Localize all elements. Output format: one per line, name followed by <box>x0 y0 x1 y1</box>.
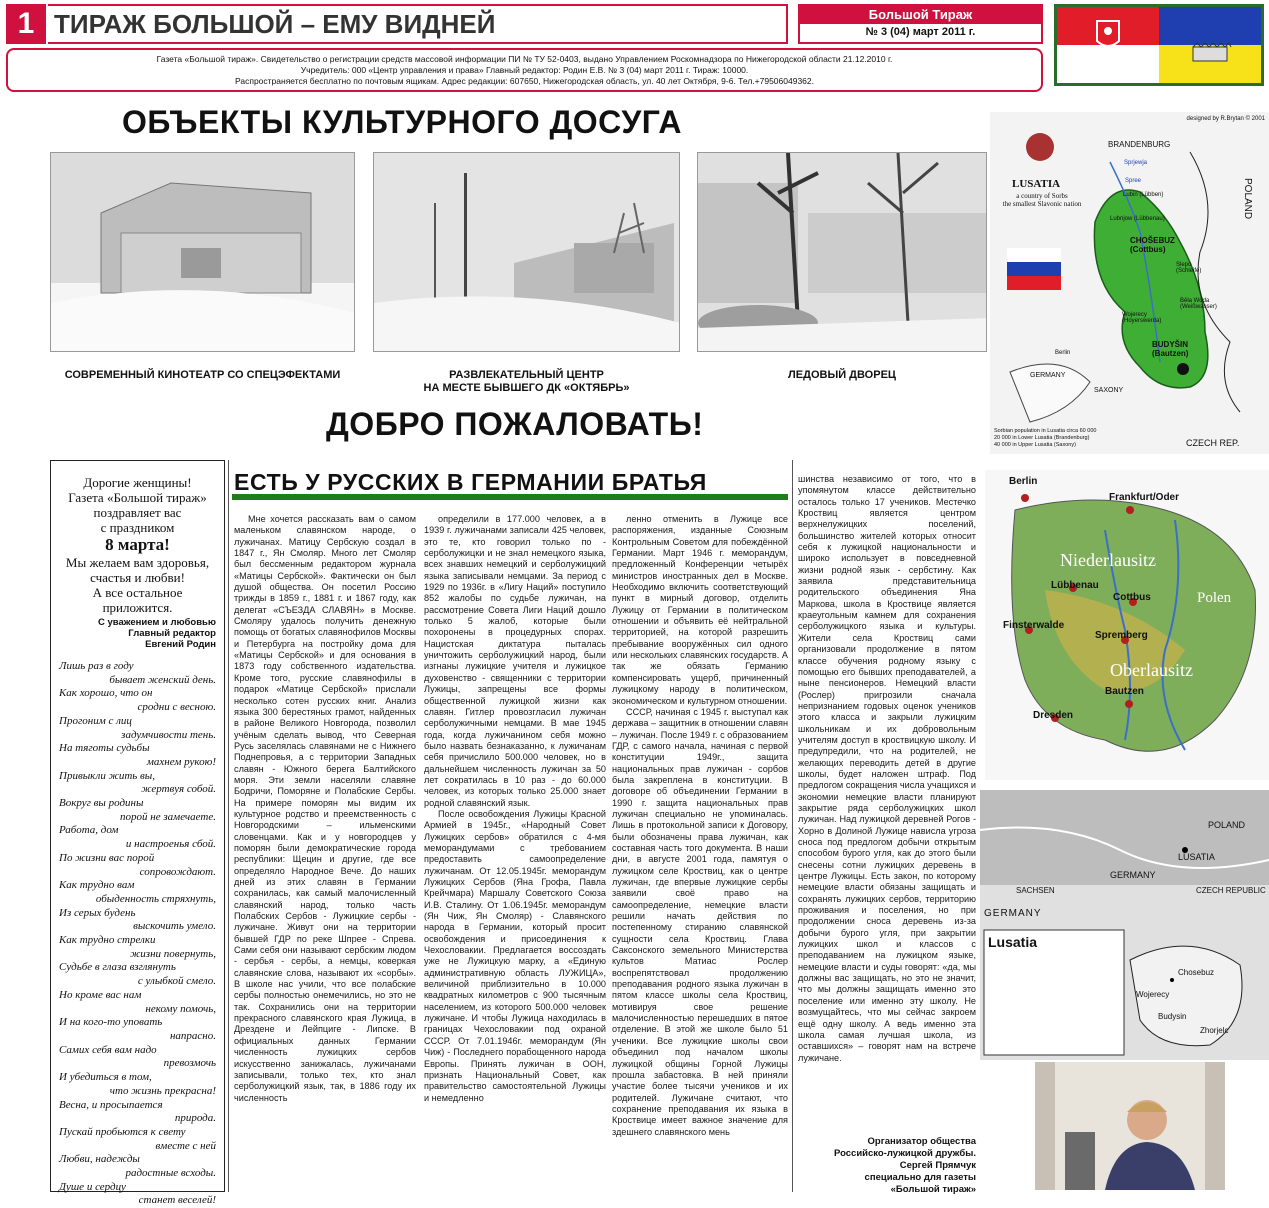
poem-line: Пускай пробьются к свету <box>59 1125 186 1138</box>
poem-line: и настроенья сбой. <box>125 838 216 851</box>
region-label: Niederlausitz <box>1060 550 1156 570</box>
article-paragraph: шинства независимо от того, что в упомянутом классе действительно осталось только 17 учеников. Местечко Кроствиц является центром верхнелужицких поселений, большинство жителей которых относит себя к лужицкой национальности и широко использует в повседневной жизни родной язык - сербстину. Как заявила представительница родительского объединения Яна Маркова, школа в Кроствице является краеугольным камнем для сохранения серболужицкого языка и культуры. Жители села Кроствиц сами организовали продолжение в пятом классе обучения родному языку с помощью его бывших преподавателей, а ныне пенсионеров. Немецкий власти (Рослер) пригрозили сначала непризнанием годовых оценок учеников этого класса и закрыли лужицким школьникам и их добровольным учителям доступ в кроствицкую школу. И предупредили, что на родителей, не желающих переводить детей в другие школы, будет наложен штраф. Под предлогом сокращения числа учащихся и экономии немецкие власти планируют закрытие ряда серболужицких школ лужичан. Над лужицкой деревней Рогов - Хорно в Долиной Лужице нависла угроза сноса под предлогом добычи открытым способом бурого угля, как до этого были снесены сотни лужицких деревень в центре Лужицы. Есть закон, по которому немецкие власти обязаны защищать и сохранять лужицких сербов, территорию проживания и поселения, но при продолжении сноса деревень из-за добычи бурого угля, при закрытии лужицких школ и классов с преподаванием на лужицком языке, немецкие власти и суды говорят: «да, мы должны вас защищать, но это не значит, что мы должны защищать именно это поселение или именно эту школу. Не возмущайтесь, что мы сейчас закроем ещё одну школу. А ведь именно эта школа самая лучшая школа, из оставшихся» – говорят нам на встрече лужичане. <box>798 474 976 1063</box>
map-label: Chosebuz <box>1178 968 1215 977</box>
city-label: Lubnjow (Lübbenau) <box>1110 216 1165 222</box>
poem-line: Душе и сердцу <box>59 1180 126 1193</box>
article-column-3 <box>612 514 788 1190</box>
article-column-4 <box>798 474 976 1134</box>
poem-line: Судьбе в глаза взглянуть <box>59 961 176 974</box>
poem-line: напрасно. <box>169 1029 216 1042</box>
greeting-line: с праздником <box>100 520 175 535</box>
poem-line: Из серых будень <box>59 906 136 919</box>
article-paragraph: Мне хочется рассказать вам о самом маленьком славянском народе, о лужичанах. Матицу Сербскую создал в 1847 г., Ян Смоляр. Много лет Смоляр был бессменным редактором журнала «Матицы Сербской». Фактически он был душой общества. Он посетил Россию трижды в 1859 г., 1881 г. и 1867 году, как делегат «СЪЕЗДА СЛАВЯН» в Москве. Смоляру удалось получить денежную помощь от богатых славянофилов Москвы и Петербурга на постройку дома для «Матицы Сербской» и для основания в 1873 году собственного издательства. Кроме того, русские славянофилы в подарок «Матице Сербской» прислали несколько сотен русских книг. Анализ языка 300 берестяных грамот, найденных в районе Великого Новгорода, позволил учёным сделать вывод, что Северная Русь заселялась славянами не с Нижнего Поднепровья, а с территории Западных славян - Южного берега Балтийского моря. Эти земли населяли славяне Бодричи, Поморяне и Полабские Сербы. На примере поморян мы видим их культурное родство и преемственность с Новгородскими – ильменскими словенцами. Как и у новгородцев у поморян были демократические города республики: Щецин и другие, где все определяло Народное Вече. До наших дней из этих славян в Германии сохранилась, как самый малочисленный славянский народ, только часть Полабских Сербов - Лужицкие сербы - лужичане. Живут они на территории бывшей ГДР по реке Шпрее - Спрева. Сами себя они называют сербским людом - сербья - сербы, а немцы, коверкая славянские слова, называют их «сорбы». В школе нас учили, что все полабские сербы полностью онемечились, но это не так. Сохранились они на территории прекрасного славянского края Лужица, в Дрездене и Лейпциге - Липске. В официальных данных Германии численность лужицких сербов искусственно занижалась, лужичанами записывали, только тех, кто знал серболужицкий язык, так, в 1886 году их численность <box>234 514 416 1103</box>
author-photo <box>1035 1062 1225 1190</box>
greeting-line: Дорогие женщины! <box>83 475 192 490</box>
map-label: Budysin <box>1158 1012 1187 1021</box>
poem-line: Самих себя вам надо <box>59 1043 157 1056</box>
poem-line: И на кого-то уповать <box>59 1016 163 1029</box>
wish-line: счастья и любви! <box>90 570 185 585</box>
poem-line: Как хорошо, что он <box>59 687 153 700</box>
lusatia-map <box>990 112 1269 454</box>
lusatia-locator-map <box>980 790 1269 1060</box>
poem-line: выскочить умело. <box>133 920 216 933</box>
poem-line: что жизнь прекрасна! <box>109 1084 216 1097</box>
greeting-line: поздравляет вас <box>93 505 182 520</box>
wish-line: приложится. <box>102 600 173 615</box>
poem-line: По жизни вас порой <box>59 851 155 864</box>
signature-line: «Большой тираж» <box>890 1184 976 1195</box>
map-title: LUSATIA <box>1012 178 1061 190</box>
column-divider <box>228 460 229 1192</box>
poem-line: жизни повернуть, <box>130 947 216 960</box>
city-label: Berlin <box>1055 350 1071 356</box>
poem-line: Лишь раз в году <box>59 660 134 672</box>
imprint-line: Распространяется бесплатно по почтовым ящикам. Адрес редакции: 607650, Нижегородская область, ул. 40 лет Октября, 9-6. Тел.+79506049362. <box>234 76 814 86</box>
brand-name: Большой Тираж <box>800 6 1041 24</box>
ice-palace-caption: ЛЕДОВЫЙ ДВОРЕЦ <box>788 369 896 381</box>
imprint <box>6 48 1043 92</box>
greeting-date: 8 марта! <box>105 535 170 554</box>
wish-line: Мы желаем вам здоровья, <box>65 555 210 570</box>
city-label: Cottbus <box>1113 592 1151 603</box>
cinema-caption: СОВРЕМЕННЫЙ КИНОТЕАТР СО СПЕЦЭФЕКТАМИ <box>64 369 341 381</box>
map-label: SACHSEN <box>1016 886 1055 895</box>
map-label: GERMANY <box>984 908 1042 919</box>
region-label: GERMANY <box>1030 372 1066 379</box>
regards-line: Евгений Родин <box>145 639 216 650</box>
regards-line: Главный редактор <box>128 628 216 639</box>
page-number: 1 <box>6 4 46 44</box>
map-label: CZECH REPUBLIC <box>1196 886 1266 895</box>
cinema-photo <box>50 152 355 352</box>
article-signature <box>798 1136 976 1196</box>
city-label: Spremberg <box>1095 630 1148 641</box>
poem-line: природа. <box>174 1112 216 1125</box>
poem-line: вместе с ней <box>155 1139 216 1152</box>
imprint-line: Учредитель: 000 «Центр управления и права» Главный редактор: Родин Е.В. № 3 (04) март 2011 г. Тираж: 10000. <box>300 65 749 75</box>
poem-line: Как трудно стрелки <box>59 934 156 947</box>
city-label: Lübbenau <box>1051 580 1099 591</box>
poem-line: Прогоним с лиц <box>59 714 132 727</box>
poem-line: На тяготы судьбы <box>59 742 150 755</box>
signature-line: Организатор общества <box>867 1136 976 1147</box>
population-note: Sorbian population in Lusatia circa 60 000 20 000 in Lower Lusatia (Brandenburg) 40 000 in Upper Lusatia (Saxony) <box>994 428 1097 448</box>
city-label: Bautzen <box>1105 686 1144 697</box>
region-label: BRANDENBURG <box>1108 140 1171 149</box>
map-subtitle: a country of Sorbs the smallest Slavonic nation <box>1002 192 1082 208</box>
poem-line: И убедиться в том, <box>59 1071 152 1084</box>
poem-line: жертвуя собой. <box>141 783 216 796</box>
column-divider <box>792 460 793 1192</box>
womens-day-greeting <box>50 460 225 1207</box>
city-label: Dresden <box>1033 710 1074 721</box>
signature-line: Российско-лужицкой дружбы. <box>833 1148 976 1159</box>
imprint-line: Газета «Большой тираж». Свидетельство о регистрации средств массовой информации ПИ № ТУ 52-0403, выдано Управлением Роскомнадзора по Нижегородской области 21.12.2010 г. <box>156 54 893 64</box>
poem-line: станет веселей! <box>138 1194 216 1207</box>
poem-line: обыденность стряхнуть, <box>95 892 216 905</box>
region-label: CZECH REP. <box>1186 438 1240 448</box>
poem-line: Работа, дом <box>59 824 119 837</box>
article-paragraph: ленно отменить в Лужице все распоряжения, изданные Союзным Контрольным Советом для побеждённой Германии. Март 1946 г. меморандум, предложенный Конференции четырёх министров иностранных дел в Москве. Необходимо включить соответствующий пункт в мирный договор, отделить Лужицу от Германии в политическом отношении и объявить её нейтральной территорией, на которой разрешить пребывание вооружённых сил одного или нескольких славянских государств. А так же обязать Германию компенсировать ущерб, причиненный лужицкому народу в политическом, экономическом и культурном отношении. <box>612 514 788 706</box>
region-label: Oberlausitz <box>1110 660 1193 680</box>
ice-palace-photo <box>697 152 987 352</box>
article-title: ЕСТЬ У РУССКИХ В ГЕРМАНИИ БРАТЬЯ <box>232 468 788 500</box>
issue-number: № 3 (04) март 2011 г. <box>865 26 976 38</box>
article-paragraph: определили в 177.000 человек, а в 1939 г. лужичанами записали 425 человек, это те, кто говорил только по - серболужицки и не знал немецкого языка, всех знавших немецкий и серболужицкий языка записывали немцами. За период с 1929 по 1936г. в «Лигу Наций» поступило 852 жалобы по судьбе лужичан, на рассмотрение Совета Лиги Наций дошло только 5 жалоб, которые были похоронены в процедурных спорах. Нацистская диктатура пыталась уничтожить серболужицкий народ, были изгнаны лужицкие учителя и лужицкое духовенство - священники с территории Лужицы, запрещены все формы общественной лужицкой жизни как славян. Гитлер провозгласил лужичан серболужичными немцами. В мае 1945 года, когда лужичанином себя можно было назвать безнаказанно, к лужичанам себя причислило 500.000 человек, но в дальнейшем численность лужичан за 50 лет сократилась в 10 раз - до 60.000 человек, из которых только 25.000 знает родной славянский язык. <box>424 514 606 808</box>
map-label: GERMANY <box>1110 870 1156 880</box>
welcome-title: ДОБРО ПОЖАЛОВАТЬ! <box>326 406 704 442</box>
river-label: Sprjewja <box>1124 160 1148 166</box>
map-label: Zhorjelc <box>1200 1026 1229 1035</box>
poem-line: Как трудно вам <box>59 879 135 892</box>
article-column-2 <box>424 514 606 1190</box>
poem-line: порой не замечаете. <box>120 810 216 823</box>
poem-line: сопровождают. <box>139 865 216 878</box>
greeting-line: Газета «Большой тираж» <box>68 490 207 505</box>
region-label: POLAND <box>1242 178 1253 220</box>
poem-line: радостные всходы. <box>125 1167 216 1180</box>
poem-line: некому помочь, <box>145 1002 216 1015</box>
city-label: Berlin <box>1009 476 1038 487</box>
city-label: Slepo (Schleife) <box>1176 262 1202 274</box>
culture-title: ОБЪЕКТЫ КУЛЬТУРНОГО ДОСУГА <box>122 104 682 140</box>
river-label: Spree <box>1125 178 1142 184</box>
signature-line: Сергей Прямчук <box>899 1160 976 1171</box>
masthead-title: ТИРАЖ БОЛЬШОЙ – ЕМУ ВИДНЕЙ <box>48 4 788 44</box>
article-paragraph: СССР, начиная с 1945 г. выступал как держава – защитник в отношении славян – лужичан. После 1949 г. с образованием ГДР, с самого начала, начиная с первой конституции 1949г., защита национальных прав лужичан - сорбов была закреплена в конституции. В договоре об объединении Германии в 1990 г. защита национальных прав лужичан специально не упоминалась. Лишь в протокольной записи к Договору, были обозначены права лужичан, как составная часть того документа. В наши дни, в августе 2001 года, памятуя о лужицком селе Кроствиц, как о центре лужичан, где впервые лужицкие сербы заявили своё право на самоопределение, немецкие власти решили начать действия по постепенному стиранию славянской сущности села Кроствиц. Глава Саксонского земельного Министерства культов Матиас Рослер воспрепятствовал продолжению преподавания родного языка лужичан в пятом классе школы села Кроствиц, мотивируя свое решение малочисленностью перешедших в пятое отделение. В этой же школе было 51 ученики. Все лужицкие школы свои объединил под началом школы лужицкой общины Горной Лужицы прошла забастовка. В ней приняли участие более тысячи учеников и их родителей. Лужичане считают, что сохранение преподавания их языка в Кроствице имеет важное значение для здешнего славянского мень <box>612 706 788 1137</box>
entertainment-center-caption: РАЗВЛЕКАТЕЛЬНЫЙ ЦЕНТР НА МЕСТЕ БЫВШЕГО ДК «ОКТЯБРЬ» <box>423 369 630 394</box>
article-paragraph: После освобождения Лужицы Красной Армией в 1945г., «Народный Совет Лужицких сербов» обратился с 4-мя меморандумами с требованием предоставить самоопределение лужичанам. От 12.05.1945г. меморандум Лужицких Сербов (Яна Грофа, Павла Крейчмара) Маршалу Советского Союза И.В. Сталину. От 1.06.1945г. меморандум (Ян Чиж, Ян Смоляр) - Славянского народа в Германии, который просит освобождения и присоединения к Чехословакии. Предлагается воссоздать уже не Лужицкую марку, а «Единую административную область ЛУЖИЦА», величиной приблизительно в 10.000 квадратных километров с 900 тысячным населением, из которого 500.000 человек лужичане. И чтобы Лужица находилась в границах Чехословакии под охраной СССР. От 7.01.1946г. меморандум (Ян Чиж) - Последнего порабощенного народа Европы. Принять лужичан в ООН, признать Национальный Совет, как правительство самостоятельной Лужицы и немедленно <box>424 808 606 1103</box>
poem-text <box>51 660 224 1208</box>
map-label: POLAND <box>1208 820 1246 830</box>
wish-line: А все остальное <box>92 585 183 600</box>
poem-line: Вокруг вы родины <box>59 797 144 810</box>
brand-box <box>798 4 1043 44</box>
city-label: Finsterwalde <box>1003 620 1065 631</box>
poem-line: задумчивости тень. <box>121 728 216 741</box>
map-credit: designed by R.Brytan © 2001 <box>1186 116 1265 122</box>
map-label: Wojerecy <box>1136 990 1170 999</box>
city-label: Lubin (Lübben) <box>1123 192 1164 198</box>
poem-line: превозмочь <box>163 1057 216 1070</box>
signature-line: специально для газеты <box>864 1172 976 1183</box>
city-label: Běła Woda (Weißwasser) <box>1180 298 1217 310</box>
poem-line: Любви, надежды <box>59 1153 140 1166</box>
region-label: SAXONY <box>1094 387 1124 394</box>
region-label: Polen <box>1197 590 1232 606</box>
city-label: Frankfurt/Oder <box>1109 492 1180 503</box>
article-column-1 <box>234 514 416 1190</box>
lusatia-regions-map <box>985 470 1269 780</box>
poem-line: Но кроме вас нам <box>59 988 142 1001</box>
city-label: CHOŠEBUZ (Cottbus) <box>1130 236 1175 254</box>
poem-line: Весна, и просыпается <box>59 1098 163 1111</box>
poem-line: с улыбкой смело. <box>137 975 216 988</box>
regional-flag <box>1054 4 1264 86</box>
city-label: BUDYŠIN (Bautzen) <box>1152 340 1189 358</box>
regards-line: С уважением и любовью <box>97 617 216 628</box>
poem-line: бывает женский день. <box>109 673 216 686</box>
poem-line: Привыкли жить вы, <box>59 769 155 782</box>
city-label: Wojerecy (Hoyerswerda) <box>1122 312 1162 324</box>
poem-line: сродни с весною. <box>137 701 216 714</box>
entertainment-center-photo <box>373 152 680 352</box>
poem-line: махнем рукою! <box>146 755 216 768</box>
map-label: LUSATIA <box>1178 852 1215 862</box>
map-label: Lusatia <box>988 934 1038 950</box>
